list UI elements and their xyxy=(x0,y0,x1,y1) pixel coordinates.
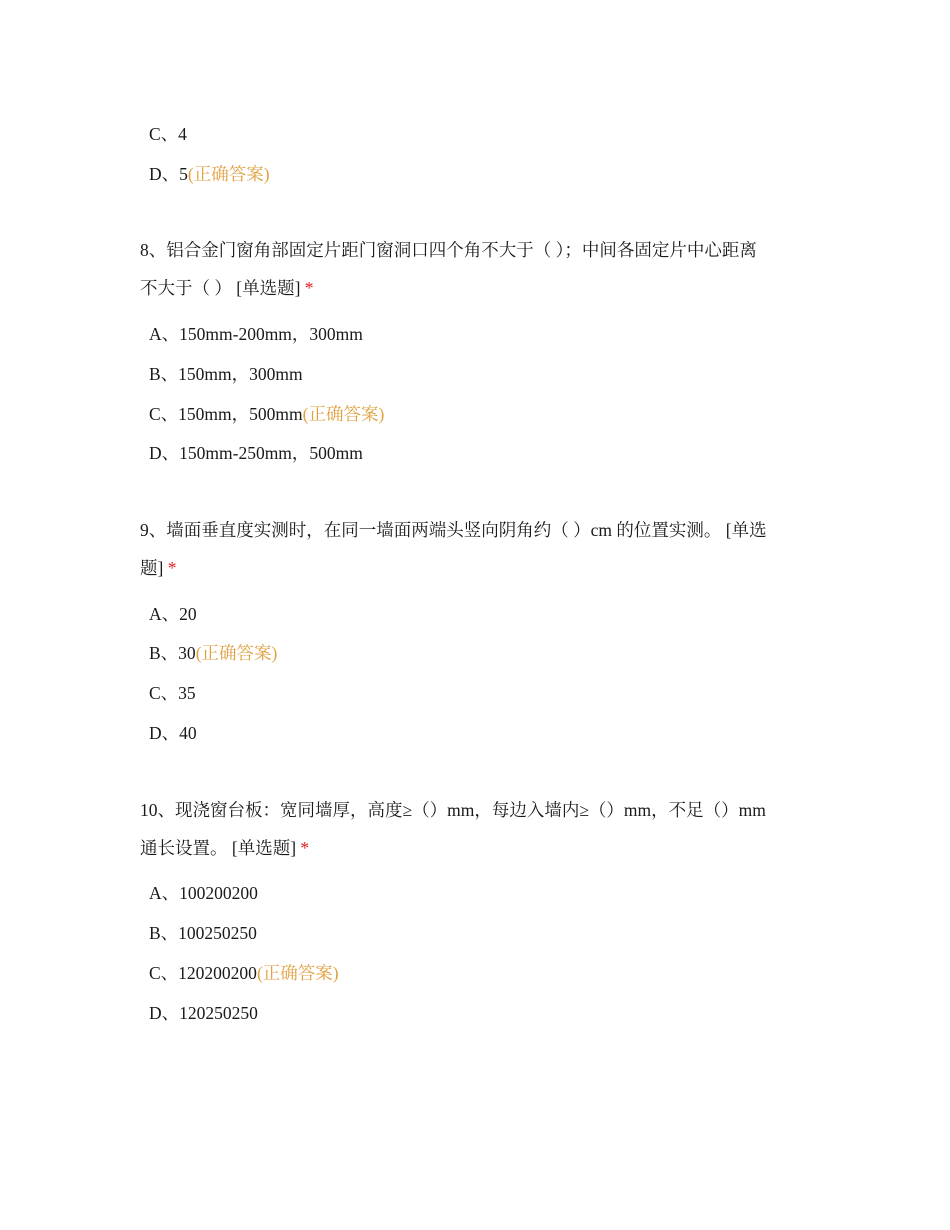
correct-answer-marker: (正确答案) xyxy=(187,164,270,184)
q8-option-d-label: D、150mm-250mm，500mm xyxy=(149,443,363,463)
q10-option-d xyxy=(149,1002,258,1024)
q8-option-c xyxy=(149,403,384,425)
q8-option-b xyxy=(149,363,303,385)
q10-option-c-label: C、120200200 xyxy=(149,963,257,983)
q7-option-d xyxy=(149,163,270,185)
q9-option-d xyxy=(149,722,197,744)
q8-line-1: 8、铝合金门窗角部固定片距门窗洞口四个角不大于（ ）；中间各固定片中心距离 xyxy=(140,240,757,260)
required-marker: * xyxy=(304,278,314,298)
q7-option-c-label: C、4 xyxy=(149,124,187,144)
q9-option-d-label: D、40 xyxy=(149,723,197,743)
q9-option-b-label: B、30 xyxy=(149,643,196,663)
q8-line-2: 不大于（ ） [单选题] xyxy=(140,278,301,298)
q8-text xyxy=(140,231,820,307)
q8-option-a-label: A、150mm-200mm，300mm xyxy=(149,324,363,344)
q10-line-1: 10、现浇窗台板：宽同墙厚，高度≥（）mm，每边入墙内≥（）mm，不足（）mm xyxy=(140,800,766,820)
q8-option-d xyxy=(149,442,363,464)
q10-option-d-label: D、120250250 xyxy=(149,1003,258,1023)
correct-answer-marker: (正确答案) xyxy=(256,963,339,983)
q9-option-c-label: C、35 xyxy=(149,683,196,703)
required-marker: * xyxy=(167,558,177,578)
q9-text xyxy=(140,511,820,587)
q10-text xyxy=(140,791,820,867)
q9-option-c xyxy=(149,682,196,704)
q10-line-2-wrap xyxy=(140,829,820,867)
q9-line-2-wrap xyxy=(140,549,820,587)
q7-option-d-label: D、5 xyxy=(149,164,188,184)
q10-option-b xyxy=(149,922,257,944)
q10-line-2: 通长设置。 [单选题] xyxy=(140,838,297,858)
correct-answer-marker: (正确答案) xyxy=(302,404,385,424)
q8-option-b-label: B、150mm，300mm xyxy=(149,364,303,384)
q10-option-a-label: A、100200200 xyxy=(149,883,258,903)
q10-option-a xyxy=(149,882,258,904)
q10-option-b-label: B、100250250 xyxy=(149,923,257,943)
q9-option-b xyxy=(149,642,277,664)
required-marker: * xyxy=(300,838,310,858)
q8-option-a xyxy=(149,323,363,345)
q9-line-2: 题] xyxy=(140,558,164,578)
q9-option-a-label: A、20 xyxy=(149,604,197,624)
q9-option-a xyxy=(149,603,197,625)
correct-answer-marker: (正确答案) xyxy=(195,643,278,663)
q9-line-1: 9、墙面垂直度实测时，在同一墙面两端头竖向阴角约（ ）cm 的位置实测。 [单选 xyxy=(140,520,767,540)
q10-option-c xyxy=(149,962,339,984)
q7-option-c xyxy=(149,123,187,145)
q8-option-c-label: C、150mm，500mm xyxy=(149,404,303,424)
q8-line-2-wrap xyxy=(140,269,820,307)
